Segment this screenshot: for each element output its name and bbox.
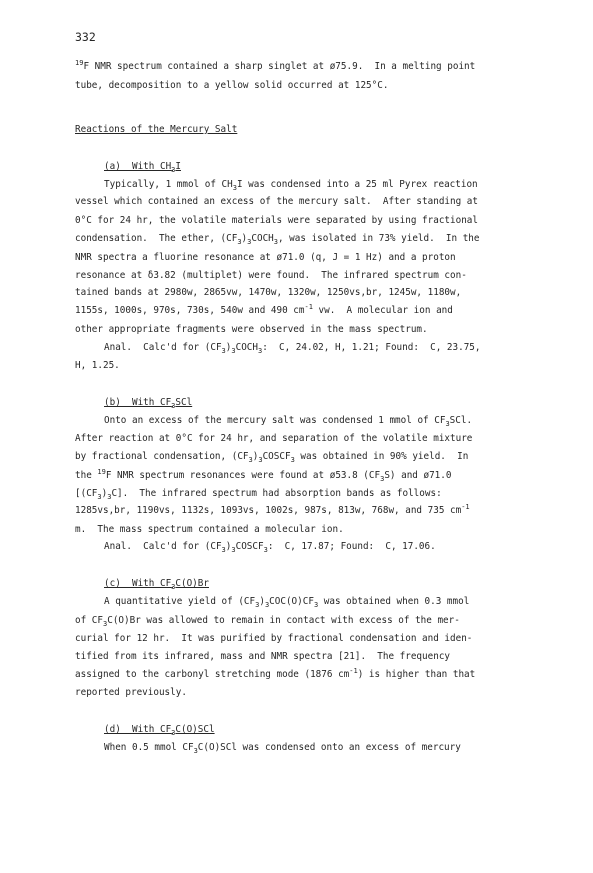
- text-run: A quantitative yield of (CF: [104, 596, 256, 607]
- text-run: tified from its infrared, mass and NMR spectra [21]. The frequency: [75, 651, 451, 662]
- text-run: F NMR spectrum resonances were found at ø53.8 (CF: [105, 470, 381, 481]
- text-run: (c) With CF: [104, 578, 172, 589]
- text-run: COSCF: [235, 541, 264, 552]
- text-run: COC(O)CF: [269, 596, 314, 607]
- text-run: Anal. Calc'd for (CF: [104, 541, 222, 552]
- paragraph-line: [75, 59, 476, 72]
- text-run: C(O)SCl was condensed onto an excess of mercury: [197, 742, 461, 753]
- subscript: 3: [263, 546, 268, 554]
- subscript: 3: [171, 166, 176, 174]
- superscript: -1: [304, 303, 313, 311]
- subscript: 3: [221, 347, 226, 355]
- text-run: S) and ø71.0: [384, 470, 452, 481]
- paragraph-line: [75, 288, 461, 297]
- paragraph-line: [75, 667, 476, 680]
- text-run: Anal. Calc'd for (CF: [104, 342, 222, 353]
- subscript: 3: [103, 620, 108, 628]
- superscript: -1: [349, 667, 358, 675]
- text-run: condensation. The ether, (CF: [75, 233, 238, 244]
- subscript: 3: [107, 493, 112, 501]
- text-run: other appropriate fragments were observed in the mass spectrum.: [75, 324, 428, 335]
- text-run: SCl: [175, 397, 193, 408]
- text-run: C(O)Br was allowed to remain in contact with excess of the mer-: [107, 615, 460, 626]
- subscript: 3: [221, 546, 226, 554]
- paragraph-line: [75, 325, 428, 334]
- text-run: ): [225, 342, 232, 353]
- text-run: was obtained in 90% yield. In: [294, 451, 469, 462]
- text-run: ): [225, 541, 232, 552]
- paragraph-line: [75, 488, 442, 501]
- paragraph-line: [75, 503, 470, 516]
- paragraph-line: [104, 541, 436, 554]
- subscript: 3: [247, 238, 252, 246]
- paragraph-line: [75, 253, 456, 262]
- text-run: : C, 17.87; Found: C, 17.06.: [267, 541, 436, 552]
- paragraph-line: [104, 742, 461, 755]
- text-run: ) is higher than that: [357, 669, 476, 680]
- subscript: 3: [257, 347, 263, 355]
- subscript: 3: [380, 475, 385, 483]
- text-run: vessel which contained an excess of the mercury salt. After standing at: [75, 196, 478, 207]
- paragraph-line: [75, 81, 388, 90]
- text-run: When 0.5 mmol CF: [104, 742, 194, 753]
- text-run: m. The mass spectrum contained a molecular ion.: [75, 524, 344, 535]
- subscript: 3: [258, 456, 263, 464]
- subsection-heading: [104, 161, 181, 174]
- subsection-heading: [104, 578, 209, 591]
- text-run: the: [75, 470, 98, 481]
- text-run: by fractional condensation, (CF: [75, 451, 249, 462]
- text-run: Typically, 1 mmol of CH: [104, 179, 233, 190]
- paragraph-line: [75, 233, 480, 246]
- text-run: I was condensed into a 25 ml Pyrex reaction: [236, 179, 478, 190]
- text-run: COSCF: [262, 451, 291, 462]
- subscript: 3: [171, 729, 176, 737]
- text-run: SCl.: [449, 415, 473, 426]
- paragraph-line: [75, 525, 344, 534]
- superscript: -1: [461, 503, 470, 511]
- subsection-heading: [104, 724, 215, 737]
- text-run: ): [241, 233, 248, 244]
- text-run: reported previously.: [75, 687, 187, 698]
- paragraph-line: [75, 216, 478, 225]
- text-run: assigned to the carbonyl stretching mode (1876 cm: [75, 669, 350, 680]
- superscript: 19: [75, 59, 84, 67]
- text-run: After reaction at 0°C for 24 hr, and separation of the volatile mixture: [75, 433, 473, 444]
- text-run: COCH: [235, 342, 258, 353]
- subscript: 3: [264, 601, 270, 609]
- text-run: (b) With CF: [104, 397, 172, 408]
- text-run: tube, decomposition to a yellow solid occurred at 125°C.: [75, 80, 389, 91]
- subscript: 3: [231, 546, 236, 554]
- subscript: 3: [313, 601, 319, 609]
- text-run: ): [259, 596, 265, 607]
- text-run: vw. A molecular ion and: [312, 305, 453, 316]
- subscript: 3: [193, 747, 198, 755]
- text-run: Reactions of the Mercury Salt: [75, 124, 238, 135]
- subscript: 3: [231, 347, 236, 355]
- subscript: 3: [97, 493, 102, 501]
- text-run: C]. The infrared spectrum had absorption bands as follows:: [111, 488, 442, 499]
- subscript: 3: [237, 238, 242, 246]
- subscript: 3: [290, 456, 295, 464]
- paragraph-line: [75, 271, 467, 280]
- paragraph-line: [75, 361, 120, 370]
- text-run: COCH: [251, 233, 274, 244]
- text-run: Onto an excess of the mercury salt was condensed 1 mmol of CF: [104, 415, 446, 426]
- text-run: , was isolated in 73% yield. In the: [277, 233, 480, 244]
- subscript: 3: [248, 456, 253, 464]
- text-run: C(O)SCl: [175, 724, 215, 735]
- text-run: 1285vs,br, 1190vs, 1132s, 1093vs, 1002s, 987s, 813w, 768w, and 735 cm: [75, 505, 462, 516]
- paragraph-line: [75, 468, 452, 483]
- paragraph-line: [75, 634, 472, 643]
- text-run: NMR spectra a fluorine resonance at ø71.0 (q, J = 1 Hz) and a proton: [75, 252, 456, 263]
- paragraph-line: [75, 652, 450, 661]
- subscript: 3: [171, 583, 176, 591]
- text-run: 0°C for 24 hr, the volatile materials were separated by using fractional: [75, 215, 478, 226]
- subscript: 3: [171, 402, 176, 410]
- subscript: 3: [255, 601, 260, 609]
- page-number: 332: [75, 30, 96, 44]
- paragraph-line: [75, 451, 469, 464]
- superscript: 19: [97, 468, 106, 476]
- paragraph-line: [104, 596, 470, 609]
- paragraph-line: [75, 615, 460, 628]
- text-run: of CF: [75, 615, 103, 626]
- subscript: 3: [445, 420, 450, 428]
- text-run: tained bands at 2980w, 2865vw, 1470w, 1320w, 1250vs,br, 1245w, 1180w,: [75, 287, 462, 298]
- paragraph-line: [104, 179, 478, 192]
- paragraph-line: [75, 434, 472, 443]
- text-run: ): [252, 451, 259, 462]
- text-run: I: [175, 161, 181, 172]
- text-run: : C, 24.02, H, 1.21; Found: C, 23.75,: [262, 342, 481, 353]
- text-run: was obtained when 0.3 mmol: [318, 596, 470, 607]
- subscript: 3: [273, 238, 278, 246]
- subsection-heading: [104, 397, 193, 410]
- subscript: 3: [232, 184, 237, 192]
- text-run: F NMR spectrum contained a sharp singlet at ø75.9. In a melting point: [83, 61, 476, 72]
- text-run: H, 1.25.: [75, 360, 120, 371]
- text-run: C(O)Br: [175, 578, 209, 589]
- text-run: 1155s, 1000s, 970s, 730s, 540w and 490 cm: [75, 305, 305, 316]
- text-run: (d) With CF: [104, 724, 172, 735]
- text-run: (a) With CH: [104, 161, 172, 172]
- paragraph-line: [75, 197, 478, 206]
- text-run: curial for 12 hr. It was purified by fractional condensation and iden-: [75, 633, 473, 644]
- paragraph-line: [104, 342, 481, 355]
- section-heading: [75, 125, 237, 134]
- paragraph-line: [104, 415, 473, 428]
- paragraph-line: [75, 688, 187, 697]
- text-run: resonance at δ3.82 (multiplet) were found. The infrared spectrum con-: [75, 270, 467, 281]
- text-run: [(CF: [75, 488, 98, 499]
- text-run: ): [101, 488, 108, 499]
- paragraph-line: [75, 303, 453, 316]
